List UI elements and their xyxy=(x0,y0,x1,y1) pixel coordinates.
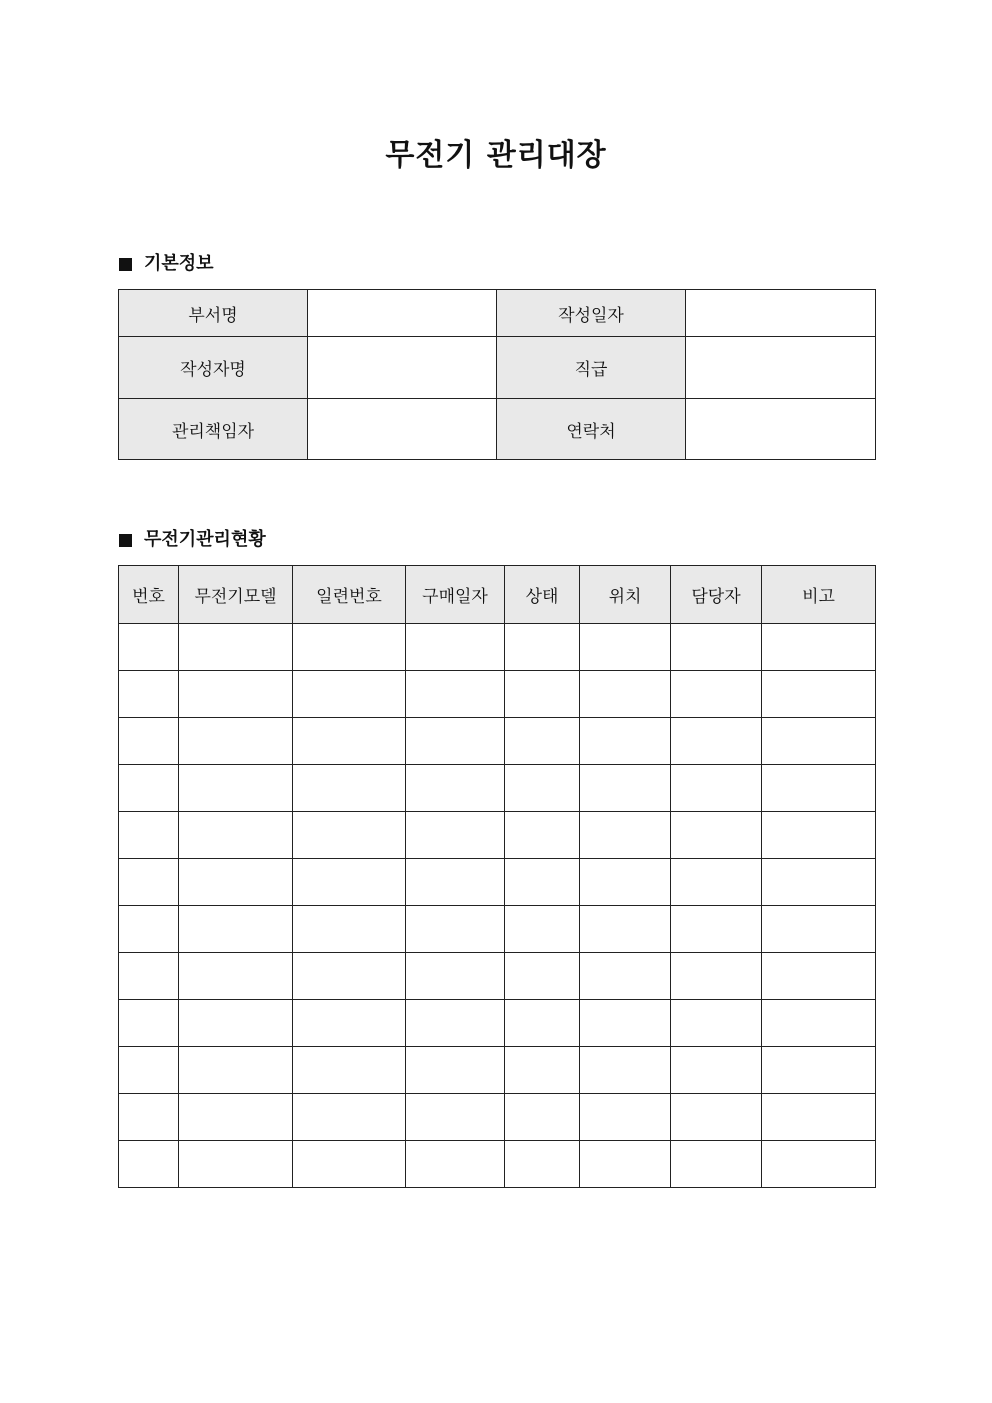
cell-serial[interactable] xyxy=(293,765,406,812)
cell-location[interactable] xyxy=(580,812,671,859)
basic-info-heading-text: 기본정보 xyxy=(144,253,214,274)
cell-model[interactable] xyxy=(179,671,293,718)
cell-assignee[interactable] xyxy=(671,1094,762,1141)
cell-location[interactable] xyxy=(580,765,671,812)
cell-assignee[interactable] xyxy=(671,1141,762,1188)
square-bullet-icon xyxy=(119,534,132,547)
cell-location[interactable] xyxy=(580,1141,671,1188)
table-row xyxy=(119,624,876,671)
cell-assignee[interactable] xyxy=(671,765,762,812)
column-header-purchase-date: 구매일자 xyxy=(406,566,505,624)
cell-serial[interactable] xyxy=(293,718,406,765)
cell-remarks[interactable] xyxy=(762,812,876,859)
cell-serial[interactable] xyxy=(293,1000,406,1047)
cell-location[interactable] xyxy=(580,1000,671,1047)
manager-label: 관리책임자 xyxy=(119,399,308,460)
cell-location[interactable] xyxy=(580,624,671,671)
cell-serial[interactable] xyxy=(293,812,406,859)
cell-condition[interactable] xyxy=(505,859,580,906)
column-header-assignee: 담당자 xyxy=(671,566,762,624)
position-field[interactable] xyxy=(686,337,876,399)
basic-info-heading xyxy=(119,252,214,276)
cell-assignee[interactable] xyxy=(671,953,762,1000)
cell-assignee[interactable] xyxy=(671,671,762,718)
table-row xyxy=(119,953,876,1000)
cell-number[interactable] xyxy=(119,906,179,953)
basic-info-row xyxy=(119,337,876,399)
cell-remarks[interactable] xyxy=(762,765,876,812)
date-written-field[interactable] xyxy=(686,290,876,337)
cell-model[interactable] xyxy=(179,1000,293,1047)
status-table-body xyxy=(119,624,876,1188)
cell-location[interactable] xyxy=(580,1047,671,1094)
column-header-serial: 일련번호 xyxy=(293,566,406,624)
table-row xyxy=(119,1047,876,1094)
cell-location[interactable] xyxy=(580,718,671,765)
cell-assignee[interactable] xyxy=(671,859,762,906)
table-row xyxy=(119,671,876,718)
cell-number[interactable] xyxy=(119,671,179,718)
cell-number[interactable] xyxy=(119,1000,179,1047)
column-header-model: 무전기모델 xyxy=(179,566,293,624)
cell-serial[interactable] xyxy=(293,1094,406,1141)
cell-condition[interactable] xyxy=(505,671,580,718)
cell-purchase-date[interactable] xyxy=(406,906,505,953)
cell-remarks[interactable] xyxy=(762,718,876,765)
cell-location[interactable] xyxy=(580,671,671,718)
table-row xyxy=(119,1000,876,1047)
cell-assignee[interactable] xyxy=(671,1000,762,1047)
cell-remarks[interactable] xyxy=(762,859,876,906)
cell-purchase-date[interactable] xyxy=(406,1094,505,1141)
status-heading-text: 무전기관리현황 xyxy=(144,529,266,550)
cell-location[interactable] xyxy=(580,859,671,906)
table-row xyxy=(119,1094,876,1141)
table-row xyxy=(119,906,876,953)
cell-model[interactable] xyxy=(179,718,293,765)
cell-purchase-date[interactable] xyxy=(406,1047,505,1094)
cell-remarks[interactable] xyxy=(762,1094,876,1141)
header-row xyxy=(119,566,876,624)
cell-remarks[interactable] xyxy=(762,1000,876,1047)
cell-assignee[interactable] xyxy=(671,624,762,671)
cell-model[interactable] xyxy=(179,859,293,906)
cell-condition[interactable] xyxy=(505,906,580,953)
cell-purchase-date[interactable] xyxy=(406,812,505,859)
basic-info-row xyxy=(119,290,876,337)
cell-remarks[interactable] xyxy=(762,1141,876,1188)
table-row xyxy=(119,859,876,906)
cell-purchase-date[interactable] xyxy=(406,953,505,1000)
author-name-label: 작성자명 xyxy=(119,337,308,399)
column-header-condition: 상태 xyxy=(505,566,580,624)
manager-field[interactable] xyxy=(308,399,497,460)
contact-field[interactable] xyxy=(686,399,876,460)
cell-purchase-date[interactable] xyxy=(406,718,505,765)
cell-purchase-date[interactable] xyxy=(406,1000,505,1047)
cell-condition[interactable] xyxy=(505,812,580,859)
column-header-number: 번호 xyxy=(119,566,179,624)
cell-serial[interactable] xyxy=(293,671,406,718)
cell-location[interactable] xyxy=(580,953,671,1000)
cell-condition[interactable] xyxy=(505,1000,580,1047)
cell-number[interactable] xyxy=(119,765,179,812)
cell-number[interactable] xyxy=(119,1141,179,1188)
cell-assignee[interactable] xyxy=(671,906,762,953)
cell-purchase-date[interactable] xyxy=(406,671,505,718)
cell-model[interactable] xyxy=(179,1047,293,1094)
document-title: 무전기 관리대장 xyxy=(385,138,607,173)
table-row xyxy=(119,765,876,812)
date-written-label: 작성일자 xyxy=(497,290,686,337)
cell-purchase-date[interactable] xyxy=(406,1141,505,1188)
cell-condition[interactable] xyxy=(505,765,580,812)
cell-condition[interactable] xyxy=(505,1047,580,1094)
cell-serial[interactable] xyxy=(293,859,406,906)
cell-condition[interactable] xyxy=(505,624,580,671)
cell-number[interactable] xyxy=(119,953,179,1000)
basic-info-row xyxy=(119,399,876,460)
cell-number[interactable] xyxy=(119,859,179,906)
cell-serial[interactable] xyxy=(293,1141,406,1188)
department-label: 부서명 xyxy=(119,290,308,337)
cell-model[interactable] xyxy=(179,906,293,953)
column-header-location: 위치 xyxy=(580,566,671,624)
cell-model[interactable] xyxy=(179,812,293,859)
cell-remarks[interactable] xyxy=(762,1047,876,1094)
cell-assignee[interactable] xyxy=(671,718,762,765)
cell-serial[interactable] xyxy=(293,906,406,953)
position-label: 직급 xyxy=(497,337,686,399)
cell-purchase-date[interactable] xyxy=(406,624,505,671)
table-row xyxy=(119,812,876,859)
cell-location[interactable] xyxy=(580,906,671,953)
cell-serial[interactable] xyxy=(293,953,406,1000)
radio-status-table xyxy=(118,565,876,1188)
cell-purchase-date[interactable] xyxy=(406,859,505,906)
cell-number[interactable] xyxy=(119,1094,179,1141)
status-heading xyxy=(119,528,266,552)
basic-info-table xyxy=(118,289,876,460)
contact-label: 연락처 xyxy=(497,399,686,460)
cell-purchase-date[interactable] xyxy=(406,765,505,812)
cell-remarks[interactable] xyxy=(762,906,876,953)
cell-condition[interactable] xyxy=(505,953,580,1000)
cell-model[interactable] xyxy=(179,624,293,671)
cell-remarks[interactable] xyxy=(762,671,876,718)
cell-assignee[interactable] xyxy=(671,1047,762,1094)
cell-serial[interactable] xyxy=(293,624,406,671)
author-name-field[interactable] xyxy=(308,337,497,399)
cell-location[interactable] xyxy=(580,1094,671,1141)
cell-remarks[interactable] xyxy=(762,953,876,1000)
cell-number[interactable] xyxy=(119,812,179,859)
table-row xyxy=(119,1141,876,1188)
square-bullet-icon xyxy=(119,258,132,271)
cell-remarks[interactable] xyxy=(762,624,876,671)
cell-number[interactable] xyxy=(119,718,179,765)
column-header-remarks: 비고 xyxy=(762,566,876,624)
cell-model[interactable] xyxy=(179,1094,293,1141)
cell-condition[interactable] xyxy=(505,718,580,765)
cell-number[interactable] xyxy=(119,624,179,671)
table-row xyxy=(119,718,876,765)
cell-condition[interactable] xyxy=(505,1141,580,1188)
cell-number[interactable] xyxy=(119,1047,179,1094)
department-field[interactable] xyxy=(308,290,497,337)
cell-model[interactable] xyxy=(179,953,293,1000)
cell-model[interactable] xyxy=(179,1141,293,1188)
cell-serial[interactable] xyxy=(293,1047,406,1094)
cell-condition[interactable] xyxy=(505,1094,580,1141)
cell-model[interactable] xyxy=(179,765,293,812)
cell-assignee[interactable] xyxy=(671,812,762,859)
